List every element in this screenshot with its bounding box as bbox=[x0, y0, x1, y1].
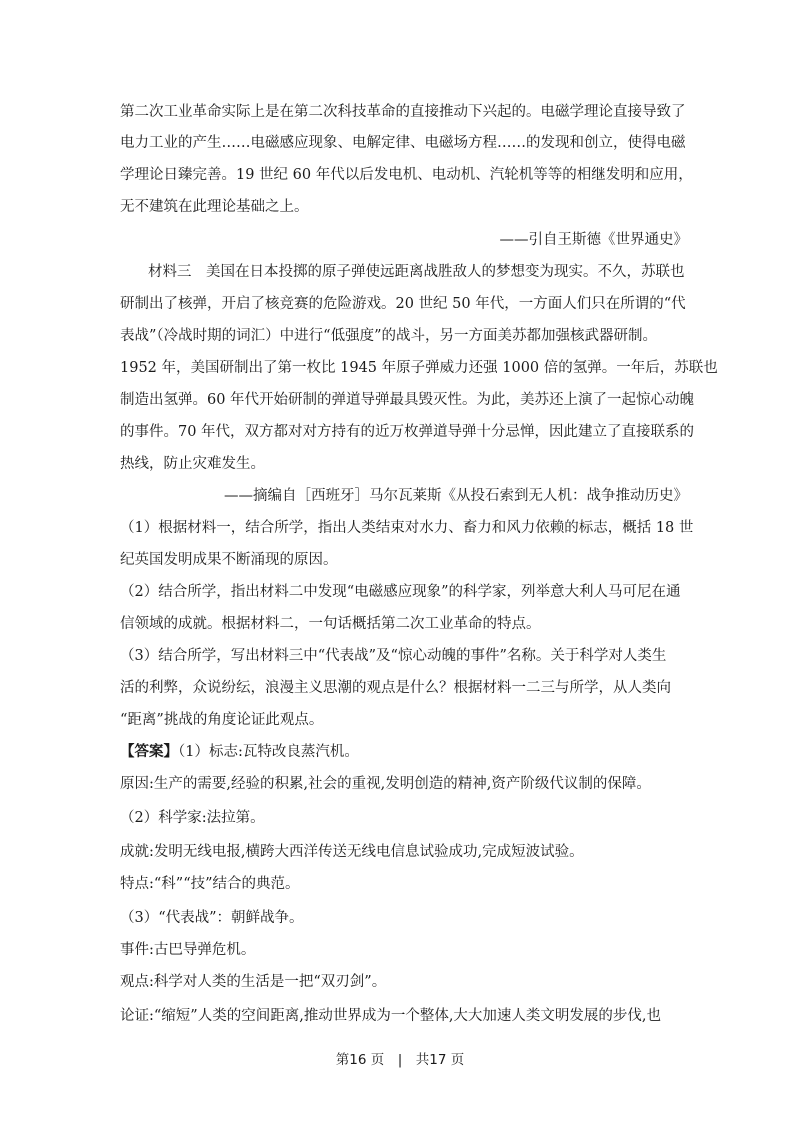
answer-text: （1）标志:瓦特改良蒸汽机。 bbox=[178, 744, 359, 760]
text-line: 的事件。70 年代，双方都对对方持有的近万枚弹道导弹十分忌惮，因此建立了直接联系的 bbox=[120, 424, 695, 440]
answer-line: （3）“代表战”：朝鲜战争。 bbox=[120, 910, 304, 926]
text-line: 第二次工业革命实际上是在第二次科技革命的直接推动下兴起的。电磁学理论直接导致了 bbox=[120, 104, 686, 120]
question-line: （3）结合所学，写出材料三中“代表战”及“惊心动魄的事件”名称。关于科学对人类生 bbox=[120, 648, 667, 664]
answer-line bbox=[120, 740, 359, 761]
answer-line: 事件:古巴导弹危机。 bbox=[120, 942, 256, 958]
question-line: （1）根据材料一，结合所学，指出人类结束对水力、畜力和风力依赖的标志，概括 18 世 bbox=[120, 520, 694, 536]
text-line: 制造出氢弹。60 年代开始研制的弹道导弹最具毁灭性。为此，美苏还上演了一起惊心动魄 bbox=[120, 392, 695, 408]
answer-line: 观点:科学对人类的生活是一把“双刃剑”。 bbox=[120, 974, 387, 990]
text-line: 表战”（冷战时期的词汇）中进行“低强度”的战斗，另一方面美苏都加强核武器研制。 bbox=[120, 328, 657, 344]
text-line: 研制出了核弹，开启了核竞赛的危险游戏。20 世纪 50 年代，一方面人们只在所谓的“代 bbox=[120, 296, 686, 312]
citation: ——引自王斯德《世界通史》 bbox=[499, 232, 688, 248]
answer-line: 特点:“科”“技”结合的典范。 bbox=[120, 876, 300, 892]
answer-line: 论证:“缩短”人类的空间距离,推动世界成为一个整体,大大加速人类文明发展的步伐,也 bbox=[120, 1008, 662, 1024]
text-line: 无不建筑在此理论基础之上。 bbox=[120, 199, 309, 215]
text-line: 材料三 美国在日本投掷的原子弹使远距离战胜敌人的梦想变为现实。不久，苏联也 bbox=[148, 264, 685, 280]
answer-line: 成就:发明无线电报,横跨大西洋传送无线电信息试验成功,完成短波试验。 bbox=[120, 844, 584, 860]
page-footer: 第16 页 | 共17 页 bbox=[335, 1052, 465, 1068]
answer-label: 【答案】 bbox=[120, 743, 178, 760]
text-line: 1952 年，美国研制出了第一枚比 1945 年原子弹威力还强 1000 倍的氢弹。一年后，苏联也 bbox=[120, 360, 718, 376]
citation: ——摘编自［西班牙］马尔瓦莱斯《从投石索到无人机：战争推动历史》 bbox=[224, 488, 688, 504]
text-line: 热线，防止灾难发生。 bbox=[120, 456, 265, 472]
answer-line: （2）科学家:法拉第。 bbox=[120, 810, 265, 826]
question-line: 活的利弊，众说纷纭，浪漫主义思潮的观点是什么？根据材料一二三与所学，从人类向 bbox=[120, 680, 671, 696]
question-line: 信领域的成就。根据材料二，一句话概括第二次工业革命的特点。 bbox=[120, 616, 541, 632]
question-line: 纪英国发明成果不断涌现的原因。 bbox=[120, 552, 338, 568]
question-line: “距离”挑战的角度论证此观点。 bbox=[120, 712, 324, 728]
text-line: 学理论日臻完善。19 世纪 60 年代以后发电机、电动机、汽轮机等等的相继发明和应用， bbox=[120, 167, 693, 183]
answer-line: 原因:生产的需要,经验的积累,社会的重视,发明创造的精神,资产阶级代议制的保障。 bbox=[120, 776, 651, 792]
text-line: 电力工业的产生……电磁感应现象、电解定律、电磁场方程……的发现和创立，使得电磁 bbox=[120, 135, 686, 151]
question-line: （2）结合所学，指出材料二中发现“电磁感应现象”的科学家，列举意大利人马可尼在通 bbox=[120, 584, 681, 600]
